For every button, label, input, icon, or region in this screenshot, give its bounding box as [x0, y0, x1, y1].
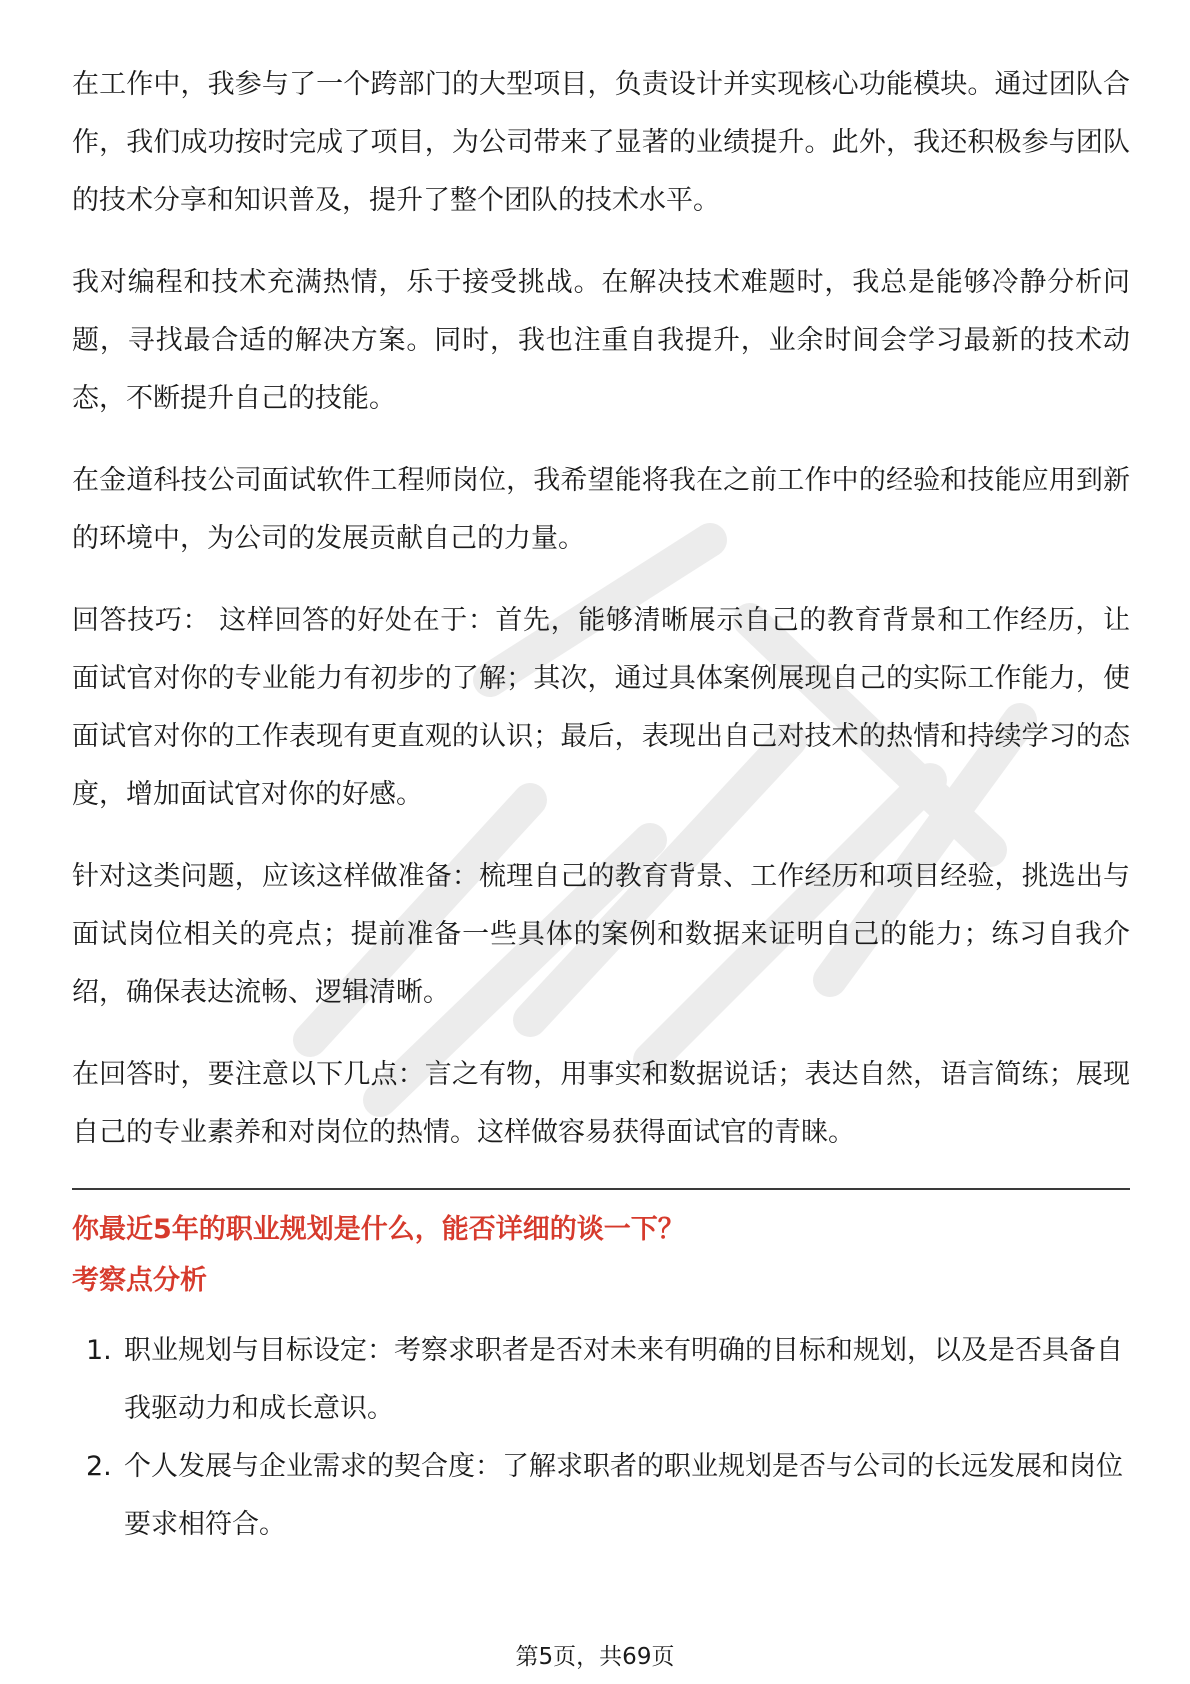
list-item-text: 职业规划与目标设定：考察求职者是否对未来有明确的目标和规划，以及是否具备自我驱动力和成长意识。 [124, 1335, 1123, 1424]
paragraph-passion: 我对编程和技术充满热情，乐于接受挑战。在解决技术难题时，我总是能够冷静分析问题，寻找最合适的解决方案。同时，我也注重自我提升，业余时间会学习最新的技术动态，不断提升自己的技能。 [72, 267, 1130, 414]
document-page [72, 56, 1130, 1554]
list-item [72, 1322, 1130, 1438]
analysis-list [72, 1322, 1130, 1554]
page-number: 第5页，共69页 [515, 1644, 675, 1670]
question-heading: 你最近5年的职业规划是什么，能否详细的谈一下？ [72, 1214, 685, 1245]
list-item-number: 1. [86, 1335, 112, 1366]
paragraph-work-experience: 在工作中，我参与了一个跨部门的大型项目，负责设计并实现核心功能模块。通过团队合作，我们成功按时完成了项目，为公司带来了显著的业绩提升。此外，我还积极参与团队的技术分享和知识普及，提升了整个团队的技术水平。 [72, 69, 1130, 216]
paragraph-notes: 在回答时，要注意以下几点：言之有物，用事实和数据说话；表达自然，语言简练；展现自己的专业素养和对岗位的热情。这样做容易获得面试官的青睐。 [72, 1059, 1130, 1148]
analysis-heading: 考察点分析 [72, 1265, 207, 1296]
paragraph-preparation: 针对这类问题，应该这样做准备：梳理自己的教育背景、工作经历和项目经验，挑选出与面试岗位相关的亮点；提前准备一些具体的案例和数据来证明自己的能力；练习自我介绍，确保表达流畅、逻辑清晰。 [72, 861, 1130, 1008]
list-item-text: 个人发展与企业需求的契合度：了解求职者的职业规划是否与公司的长远发展和岗位要求相符合。 [124, 1451, 1123, 1540]
paragraph-goal: 在金道科技公司面试软件工程师岗位，我希望能将我在之前工作中的经验和技能应用到新的环境中，为公司的发展贡献自己的力量。 [72, 465, 1130, 554]
list-item-number: 2. [86, 1451, 112, 1482]
list-item [72, 1438, 1130, 1554]
section-divider [72, 1188, 1130, 1190]
paragraph-answer-tips: 回答技巧： 这样回答的好处在于：首先，能够清晰展示自己的教育背景和工作经历，让面试官对你的专业能力有初步的了解；其次，通过具体案例展现自己的实际工作能力，使面试官对你的工作表现有更直观的认识；最后，表现出自己对技术的热情和持续学习的态度，增加面试官对你的好感。 [72, 605, 1130, 810]
